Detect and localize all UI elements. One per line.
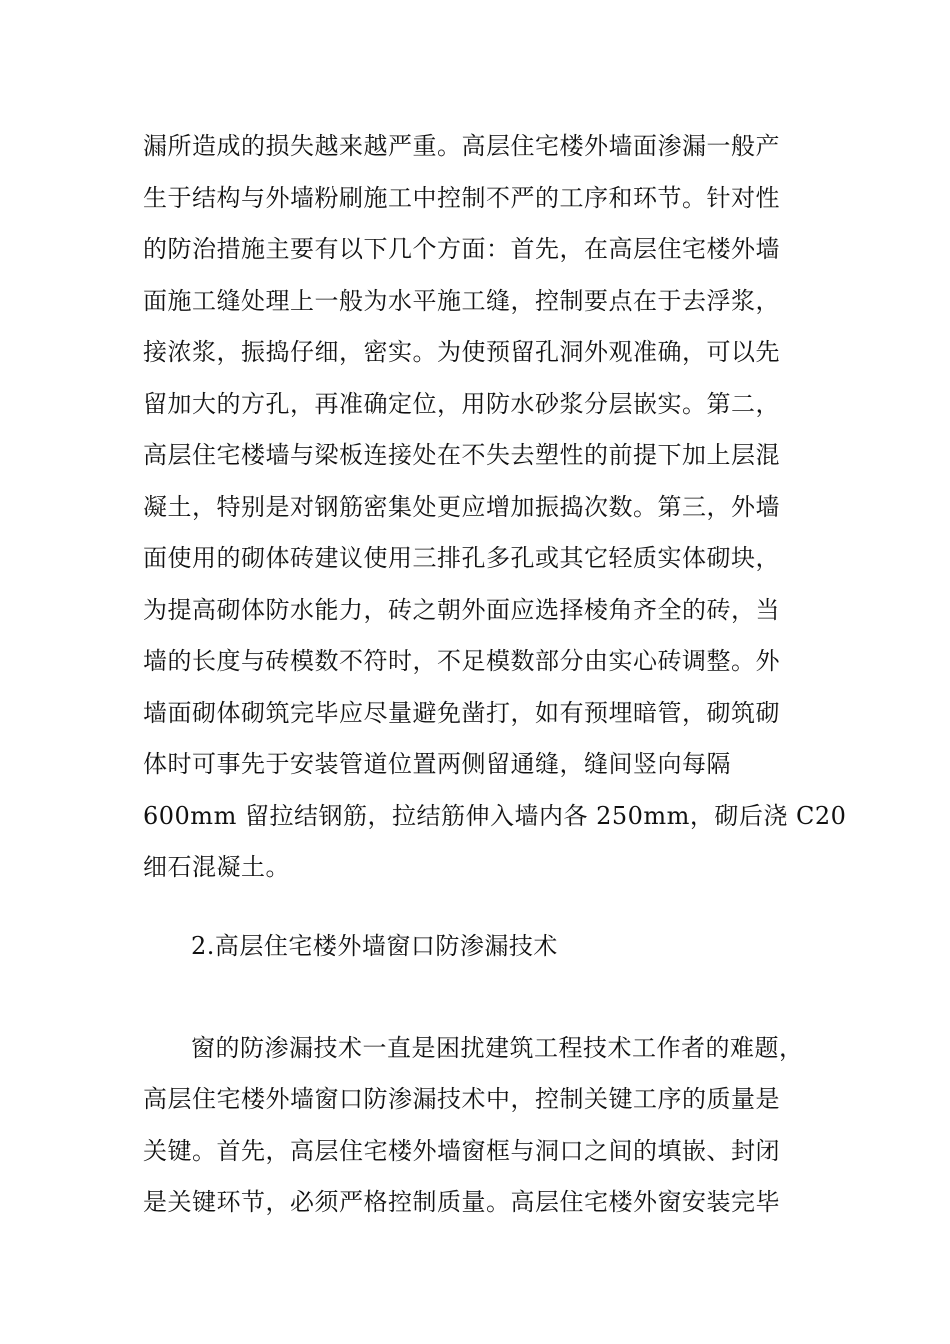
paragraph-1-line: 为提高砌体防水能力，砖之朝外面应选择棱角齐全的砖，当 (143, 596, 780, 624)
section-heading: 2.高层住宅楼外墙窗口防渗漏技术 (191, 932, 558, 960)
paragraph-2-line: 是关键环节，必须严格控制质量。高层住宅楼外窗安装完毕 (143, 1188, 780, 1216)
paragraph-1-line: 生于结构与外墙粉刷施工中控制不严的工序和环节。针对性 (143, 184, 780, 212)
paragraph-1-line: 面施工缝处理上一般为水平施工缝，控制要点在于去浮浆， (143, 287, 780, 315)
paragraph-1-line: 凝土，特别是对钢筋密集处更应增加振捣次数。第三，外墙 (143, 493, 780, 521)
paragraph-1-line: 墙面砌体砌筑完毕应尽量避免凿打，如有预埋暗管，砌筑砌 (143, 699, 780, 727)
paragraph-1-line: 的防治措施主要有以下几个方面：首先，在高层住宅楼外墙 (143, 235, 780, 263)
paragraph-2-line: 关键。首先，高层住宅楼外墙窗框与洞口之间的填嵌、封闭 (143, 1137, 780, 1165)
paragraph-1-line: 高层住宅楼墙与梁板连接处在不失去塑性的前提下加上层混 (143, 441, 780, 469)
paragraph-1-line: 体时可事先于安装管道位置两侧留通缝，缝间竖向每隔 (143, 750, 731, 778)
paragraph-2-line: 高层住宅楼外墙窗口防渗漏技术中，控制关键工序的质量是 (143, 1085, 780, 1113)
paragraph-2-line: 窗的防渗漏技术一直是困扰建筑工程技术工作者的难题， (191, 1034, 804, 1062)
paragraph-1-line: 墙的长度与砖模数不符时，不足模数部分由实心砖调整。外 (143, 647, 780, 675)
paragraph-1-line: 漏所造成的损失越来越严重。高层住宅楼外墙面渗漏一般产 (143, 132, 780, 160)
paragraph-1-line: 面使用的砌体砖建议使用三排孔多孔或其它轻质实体砌块， (143, 544, 780, 572)
paragraph-1-line: 留加大的方孔，再准确定位，用防水砂浆分层嵌实。第二， (143, 390, 780, 418)
paragraph-1-line: 接浓浆，振捣仔细，密实。为使预留孔洞外观准确，可以先 (143, 338, 780, 366)
paragraph-1-line: 600mm 留拉结钢筋，拉结筋伸入墙内各 250mm，砌后浇 C20 (143, 802, 847, 830)
paragraph-1-line: 细石混凝土。 (143, 853, 290, 881)
